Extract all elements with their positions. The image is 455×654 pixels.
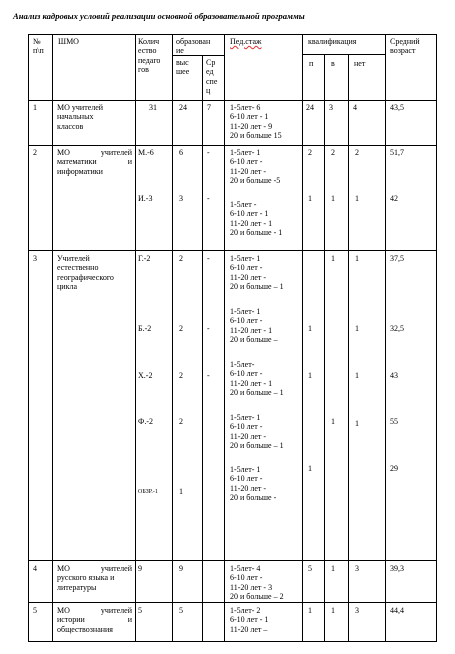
- table-border: [436, 34, 437, 642]
- table-border: [28, 641, 436, 642]
- row-5-avg-age: 44,4: [390, 606, 404, 615]
- table-rule: [224, 34, 225, 642]
- row-2b-qual-v: 1: [331, 194, 335, 203]
- row-3b-secondary: -: [207, 324, 210, 333]
- row-2a-count: М.-6: [138, 148, 154, 157]
- header-qual-none: нет: [354, 59, 366, 68]
- row-2a-avg-age: 51,7: [390, 148, 404, 157]
- table-rule: [135, 34, 136, 642]
- table-rule: [52, 34, 53, 642]
- row-1-secondary: 7: [207, 103, 211, 112]
- row-1-experience: 1-5лет- 6 6-10 лет - 1 11-20 лет - 9 20 и больше 15: [230, 103, 282, 140]
- row-3e-count: ОБЗР.-1: [138, 489, 158, 495]
- row-2a-experience: 1-5лет- 1 6-10 лет - 11-20 лет - 20 и больше -5: [230, 148, 281, 185]
- row-1-higher: 24: [179, 103, 187, 112]
- row-4-qual-v: 1: [331, 564, 335, 573]
- header-avg-age: Средний возраст: [390, 37, 420, 56]
- row-3e-higher: 1: [179, 487, 183, 496]
- row-3c-avg-age: 43: [390, 371, 398, 380]
- row-2b-qual-p: 1: [308, 194, 312, 203]
- table-rule: [28, 250, 436, 251]
- header-qualification: квалификация: [308, 37, 357, 46]
- row-3a-qual-v: 1: [331, 254, 335, 263]
- row-3a-qual-none: 1: [355, 254, 359, 263]
- header-higher: выс шее: [176, 58, 190, 77]
- row-3d-count: Ф.-2: [138, 417, 153, 426]
- table-rule: [202, 55, 203, 642]
- row-2b-higher: 3: [179, 194, 183, 203]
- row-3d-qual-none: 1: [355, 419, 359, 428]
- row-5-qual-v: 1: [331, 606, 335, 615]
- row-5-shmo: МО учителей истории и обществознания: [57, 606, 132, 634]
- row-2b-avg-age: 42: [390, 194, 398, 203]
- row-5-qual-none: 3: [355, 606, 359, 615]
- table-border: [28, 34, 436, 35]
- row-4-qual-p: 5: [308, 564, 312, 573]
- header-shmo: ШМО: [58, 37, 79, 46]
- row-4-higher: 9: [179, 564, 183, 573]
- row-3e-qual-p: 1: [308, 464, 312, 473]
- row-2-num: 2: [33, 148, 37, 157]
- header-qual-v: в: [331, 59, 335, 68]
- row-1-count: 31: [149, 103, 157, 112]
- row-2a-qual-none: 2: [355, 148, 359, 157]
- row-3c-qual-none: 1: [355, 371, 359, 380]
- row-1-shmo: МО учителей начальных классов: [57, 103, 104, 131]
- row-5-num: 5: [33, 606, 37, 615]
- row-4-num: 4: [33, 564, 37, 573]
- table-border: [28, 34, 29, 642]
- row-3a-experience: 1-5лет- 1 6-10 лет - 11-20 лет - 20 и больше – 1: [230, 254, 284, 291]
- row-5-experience: 1-5лет- 2 6-10 лет - 1 11-20 лет –: [230, 606, 269, 634]
- row-3d-avg-age: 55: [390, 417, 398, 426]
- row-3a-higher: 2: [179, 254, 183, 263]
- row-3-shmo: Учителей естественно географического цикла: [57, 254, 114, 291]
- row-3c-higher: 2: [179, 371, 183, 380]
- header-education: образован ие: [176, 37, 211, 56]
- row-1-num: 1: [33, 103, 37, 112]
- row-3e-avg-age: 29: [390, 464, 398, 473]
- row-3b-qual-p: 1: [308, 324, 312, 333]
- header-secondary: Ср ед спе ц: [206, 58, 218, 95]
- row-2-shmo: МО учителей математики и информатики: [57, 148, 132, 176]
- row-1-qual-none: 4: [353, 103, 357, 112]
- header-num: № п\п: [33, 37, 44, 56]
- row-3c-experience: 1-5лет- 6-10 лет - 11-20 лет - 1 20 и больше – 1: [230, 360, 284, 397]
- row-3a-count: Г.-2: [138, 254, 151, 263]
- table-rule: [28, 100, 436, 101]
- row-3c-count: Х.-2: [138, 371, 153, 380]
- header-teacher-count: Колич ество педаго гов: [138, 37, 161, 74]
- row-3a-secondary: -: [207, 254, 210, 263]
- row-2b-secondary: -: [207, 194, 210, 203]
- table-rule: [172, 34, 173, 642]
- row-1-avg-age: 43,5: [390, 103, 404, 112]
- table-rule: [28, 145, 436, 146]
- row-2b-experience: 1-5лет - 6-10 лет - 1 11-20 лет - 1 20 и больше - 1: [230, 200, 283, 237]
- row-3d-experience: 1-5лет- 1 6-10 лет - 11-20 лет - 20 и больше – 1: [230, 413, 284, 450]
- header-qual-p: п: [309, 59, 314, 68]
- row-3b-higher: 2: [179, 324, 183, 333]
- row-3d-qual-v: 1: [331, 417, 335, 426]
- row-1-qual-v: 3: [329, 103, 333, 112]
- table-rule: [28, 560, 436, 561]
- row-2a-qual-v: 2: [331, 148, 335, 157]
- table-rule: [348, 54, 349, 642]
- table-rule: [302, 54, 385, 55]
- row-1-qual-p: 24: [306, 103, 314, 112]
- table-rule: [302, 34, 303, 642]
- row-4-shmo: МО учителей русского языка и литературы: [57, 564, 132, 592]
- row-4-avg-age: 39,3: [390, 564, 404, 573]
- row-2a-secondary: -: [207, 148, 210, 157]
- page-title: Анализ кадровых условий реализации основной образовательной программы: [13, 11, 305, 21]
- row-5-count: 5: [138, 606, 142, 615]
- header-experience: Пед.стаж: [230, 37, 262, 46]
- row-3c-qual-p: 1: [308, 371, 312, 380]
- row-3b-qual-none: 1: [355, 324, 359, 333]
- row-2a-qual-p: 2: [308, 148, 312, 157]
- row-3e-experience: 1-5лет- 1 6-10 лет - 11-20 лет - 20 и больше -: [230, 465, 277, 502]
- row-4-count: 9: [138, 564, 142, 573]
- row-2b-count: И.-3: [138, 194, 153, 203]
- row-2b-qual-none: 1: [355, 194, 359, 203]
- table-rule: [324, 54, 325, 642]
- table-rule: [385, 34, 386, 642]
- table-rule: [28, 602, 436, 603]
- row-3a-avg-age: 37,5: [390, 254, 404, 263]
- row-3b-avg-age: 32,5: [390, 324, 404, 333]
- row-3b-count: Б.-2: [138, 324, 152, 333]
- row-3d-higher: 2: [179, 417, 183, 426]
- row-4-qual-none: 3: [355, 564, 359, 573]
- row-3c-secondary: -: [207, 371, 210, 380]
- row-3b-experience: 1-5лет- 1 6-10 лет - 11-20 лет - 1 20 и больше –: [230, 307, 278, 344]
- row-5-higher: 5: [179, 606, 183, 615]
- row-4-experience: 1-5лет- 4 6-10 лет - 11-20 лет - 3 20 и больше – 2: [230, 564, 284, 601]
- row-2a-higher: 6: [179, 148, 183, 157]
- row-3-num: 3: [33, 254, 37, 263]
- row-5-qual-p: 1: [308, 606, 312, 615]
